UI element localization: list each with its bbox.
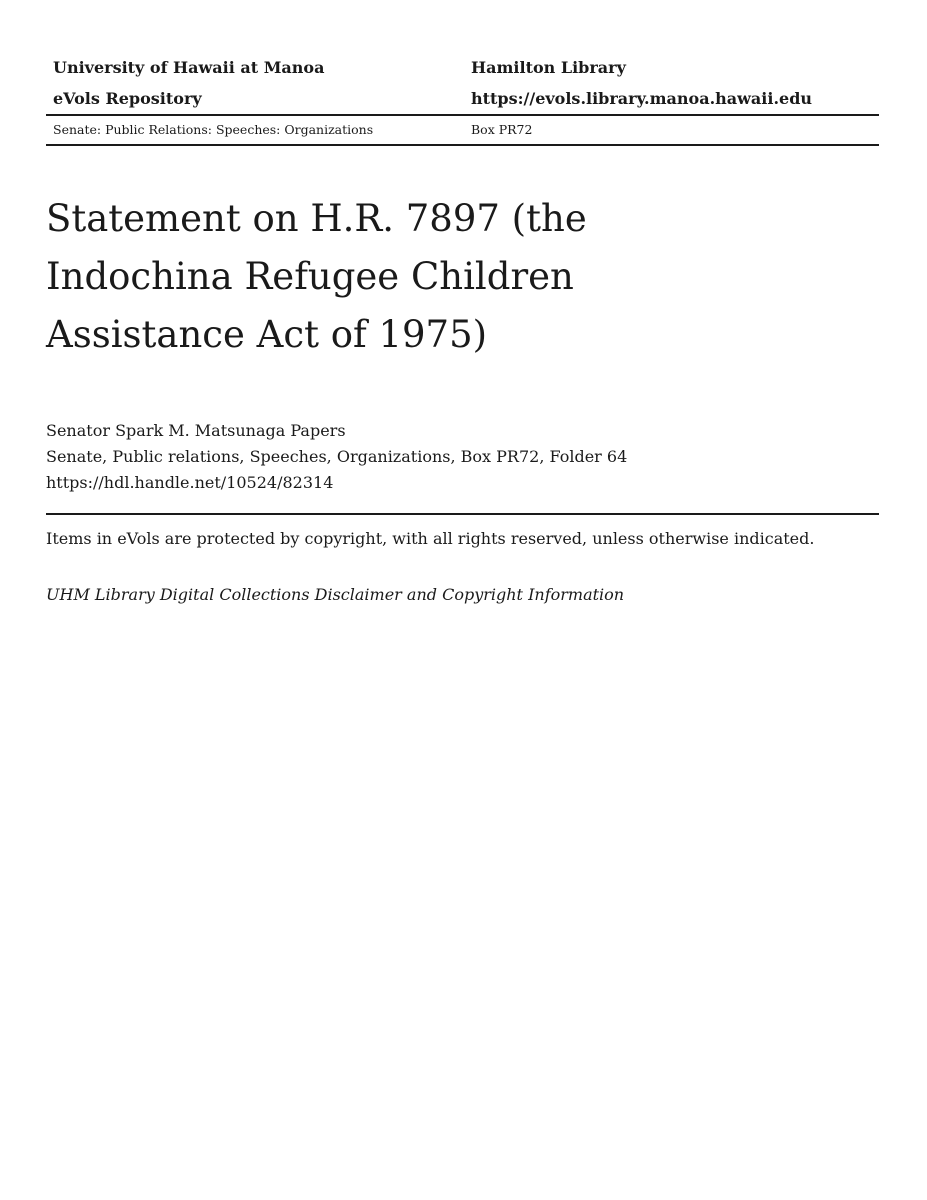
repository-name: eVols Repository bbox=[53, 89, 202, 108]
document-title: Statement on H.R. 7897 (the Indochina Refugee Children Assistance Act of 1975) bbox=[46, 197, 587, 356]
handle-link[interactable]: https://hdl.handle.net/10524/82314 bbox=[46, 473, 334, 492]
collection-path: Senate: Public Relations: Speeches: Organizations bbox=[53, 122, 374, 137]
header-row-top bbox=[46, 52, 879, 83]
document-header bbox=[46, 52, 879, 146]
subheader-divider bbox=[46, 144, 879, 146]
collection-name: Senator Spark M. Matsunaga Papers bbox=[46, 421, 346, 440]
footer-divider bbox=[46, 513, 879, 515]
header-row-second bbox=[46, 83, 879, 114]
document-metadata bbox=[46, 418, 627, 496]
folder-location: Senate, Public relations, Speeches, Organizations, Box PR72, Folder 64 bbox=[46, 447, 628, 466]
disclaimer-link[interactable]: UHM Library Digital Collections Disclaimer and Copyright Information bbox=[46, 585, 625, 604]
box-label: Box PR72 bbox=[471, 122, 533, 137]
repository-url-link[interactable]: https://evols.library.manoa.hawaii.edu bbox=[471, 89, 813, 108]
institution-name: University of Hawaii at Manoa bbox=[53, 58, 325, 77]
library-name: Hamilton Library bbox=[471, 58, 626, 77]
header-row-sub bbox=[46, 116, 879, 144]
rights-statement: Items in eVols are protected by copyright, with all rights reserved, unless otherwise indicated. bbox=[46, 529, 815, 548]
